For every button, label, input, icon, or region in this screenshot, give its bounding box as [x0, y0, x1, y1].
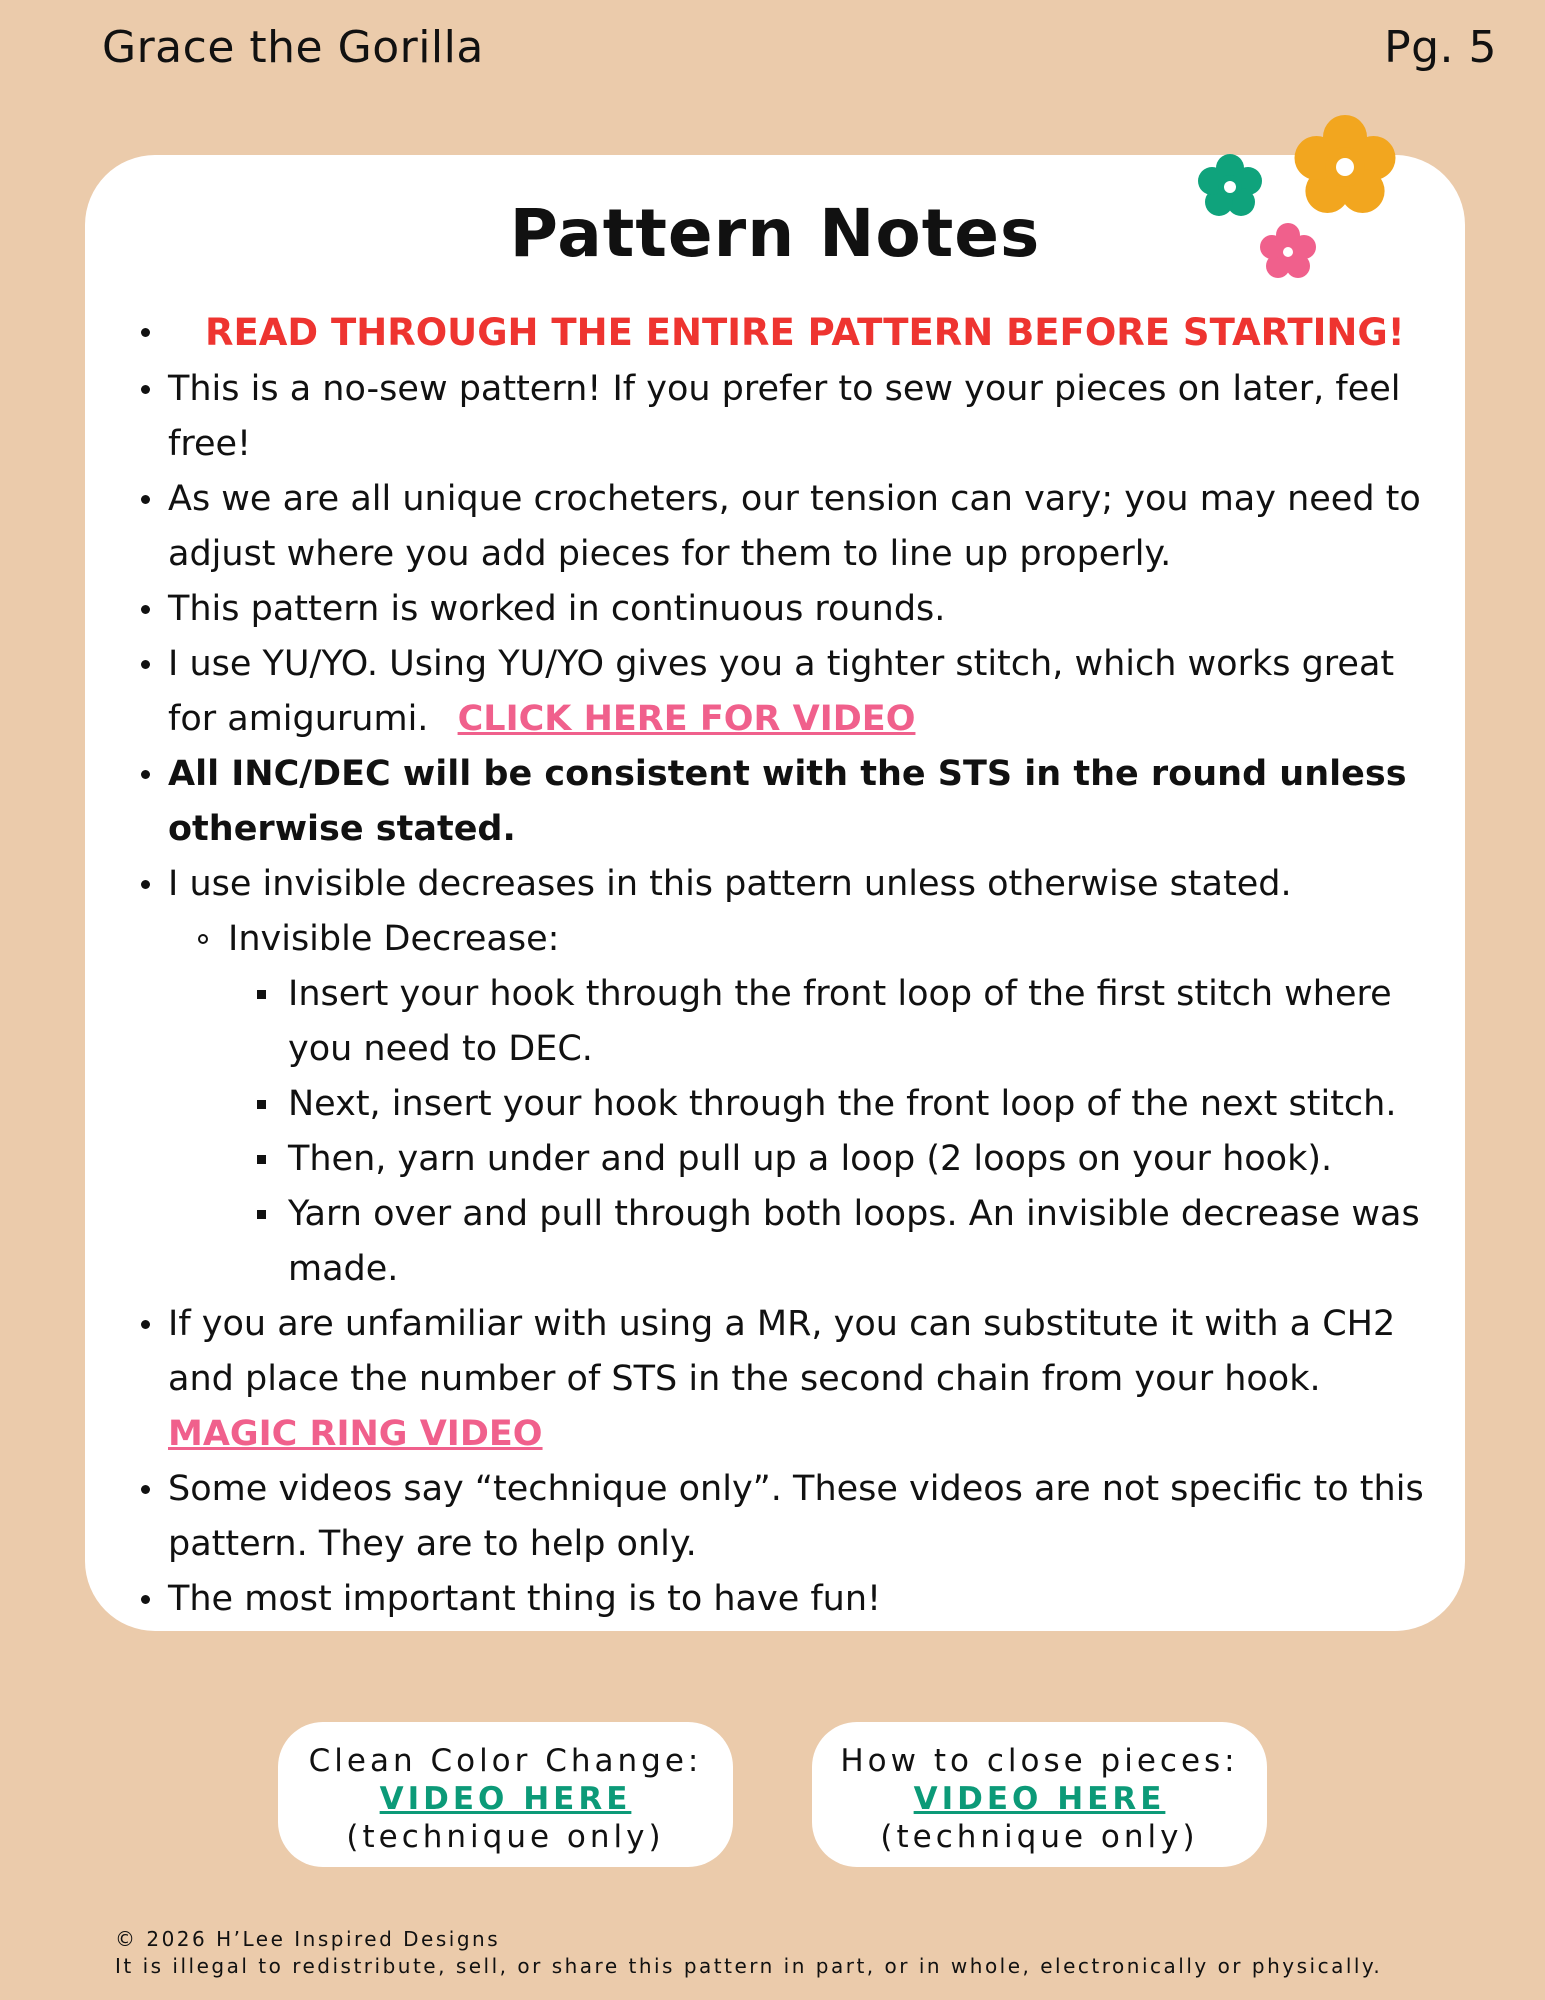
footer	[115, 1926, 1382, 1980]
list-item	[85, 1297, 1465, 1462]
square-bullet-icon	[257, 1100, 266, 1109]
magic-ring-video-link[interactable]: MAGIC RING VIDEO	[168, 1414, 543, 1454]
pill-title: How to close pieces:	[840, 1743, 1239, 1779]
note-text: The most important thing is to have fun!	[168, 1579, 882, 1619]
pill-title: Clean Color Change:	[308, 1743, 703, 1779]
bullet-icon	[141, 770, 150, 779]
warning-text: READ THROUGH THE ENTIRE PATTERN BEFORE STARTING!	[205, 311, 1405, 354]
list-item	[85, 857, 1465, 912]
step-item	[85, 1077, 1465, 1132]
yuyo-video-link[interactable]: CLICK HERE FOR VIDEO	[457, 699, 916, 739]
list-item	[85, 637, 1465, 747]
note-text: If you are unfamiliar with using a MR, you can substitute it with a CH2 and place the number of STS in the second chain from your hook.	[168, 1304, 1396, 1399]
step-text: Insert your hook through the front loop of the first stitch where you need to DEC.	[288, 974, 1392, 1069]
close-pieces-video-link[interactable]: VIDEO HERE	[913, 1781, 1166, 1817]
pill-note: (technique only)	[346, 1819, 665, 1855]
page-number: Pg. 5	[1384, 22, 1497, 73]
bullet-icon	[141, 1595, 150, 1604]
list-item	[85, 1572, 1465, 1627]
list-item	[85, 472, 1465, 582]
step-text: Next, insert your hook through the front loop of the next stitch.	[288, 1084, 1397, 1124]
legal-text: It is illegal to redistribute, sell, or share this pattern in part, or in whole, electronically or physically.	[115, 1954, 1383, 1978]
bullet-icon	[141, 1320, 150, 1329]
note-text: I use YU/YO. Using YU/YO gives you a tighter stitch, which works great for amigurumi.	[168, 644, 1395, 739]
bullet-icon	[141, 495, 150, 504]
document-title: Grace the Gorilla	[102, 22, 484, 73]
note-text: This pattern is worked in continuous rounds.	[168, 589, 946, 629]
pill-note: (technique only)	[880, 1819, 1199, 1855]
copyright-text: © 2026 H’Lee Inspired Designs	[115, 1927, 501, 1951]
notes-list	[85, 305, 1465, 1627]
pattern-notes-card	[85, 155, 1465, 1631]
close-pieces-video-box	[812, 1722, 1267, 1867]
step-text: Then, yarn under and pull up a loop (2 loops on your hook).	[288, 1139, 1333, 1179]
bullet-icon	[141, 880, 150, 889]
color-change-video-link[interactable]: VIDEO HERE	[379, 1781, 632, 1817]
step-item	[85, 1187, 1465, 1297]
note-text: As we are all unique crocheters, our tension can vary; you may need to adjust where you add pieces for them to line up properly.	[168, 479, 1421, 574]
circle-bullet-icon	[198, 934, 208, 944]
step-text: Yarn over and pull through both loops. An invisible decrease was made.	[288, 1194, 1420, 1289]
bullet-icon	[141, 328, 150, 337]
bullet-icon	[141, 660, 150, 669]
square-bullet-icon	[257, 1210, 266, 1219]
bullet-icon	[141, 1485, 150, 1494]
note-text: This is a no-sew pattern! If you prefer to sew your pieces on later, feel free!	[168, 369, 1401, 464]
card-heading: Pattern Notes	[509, 195, 1041, 272]
square-bullet-icon	[257, 1155, 266, 1164]
color-change-video-box	[278, 1722, 733, 1867]
note-text: All INC/DEC will be consistent with the STS in the round unless otherwise stated.	[168, 754, 1407, 849]
list-item	[85, 362, 1465, 472]
list-item-warning	[85, 305, 1465, 362]
bullet-icon	[141, 385, 150, 394]
step-item	[85, 967, 1465, 1077]
list-item	[85, 747, 1465, 857]
note-text: Some videos say “technique only”. These videos are not specific to this pattern. They are to help only.	[168, 1469, 1424, 1564]
sub-list-item	[85, 912, 1465, 967]
list-item	[85, 582, 1465, 637]
note-text: Invisible Decrease:	[228, 919, 560, 959]
bullet-icon	[141, 605, 150, 614]
list-item	[85, 1462, 1465, 1572]
step-item	[85, 1132, 1465, 1187]
square-bullet-icon	[257, 990, 266, 999]
note-text: I use invisible decreases in this pattern unless otherwise stated.	[168, 864, 1292, 904]
